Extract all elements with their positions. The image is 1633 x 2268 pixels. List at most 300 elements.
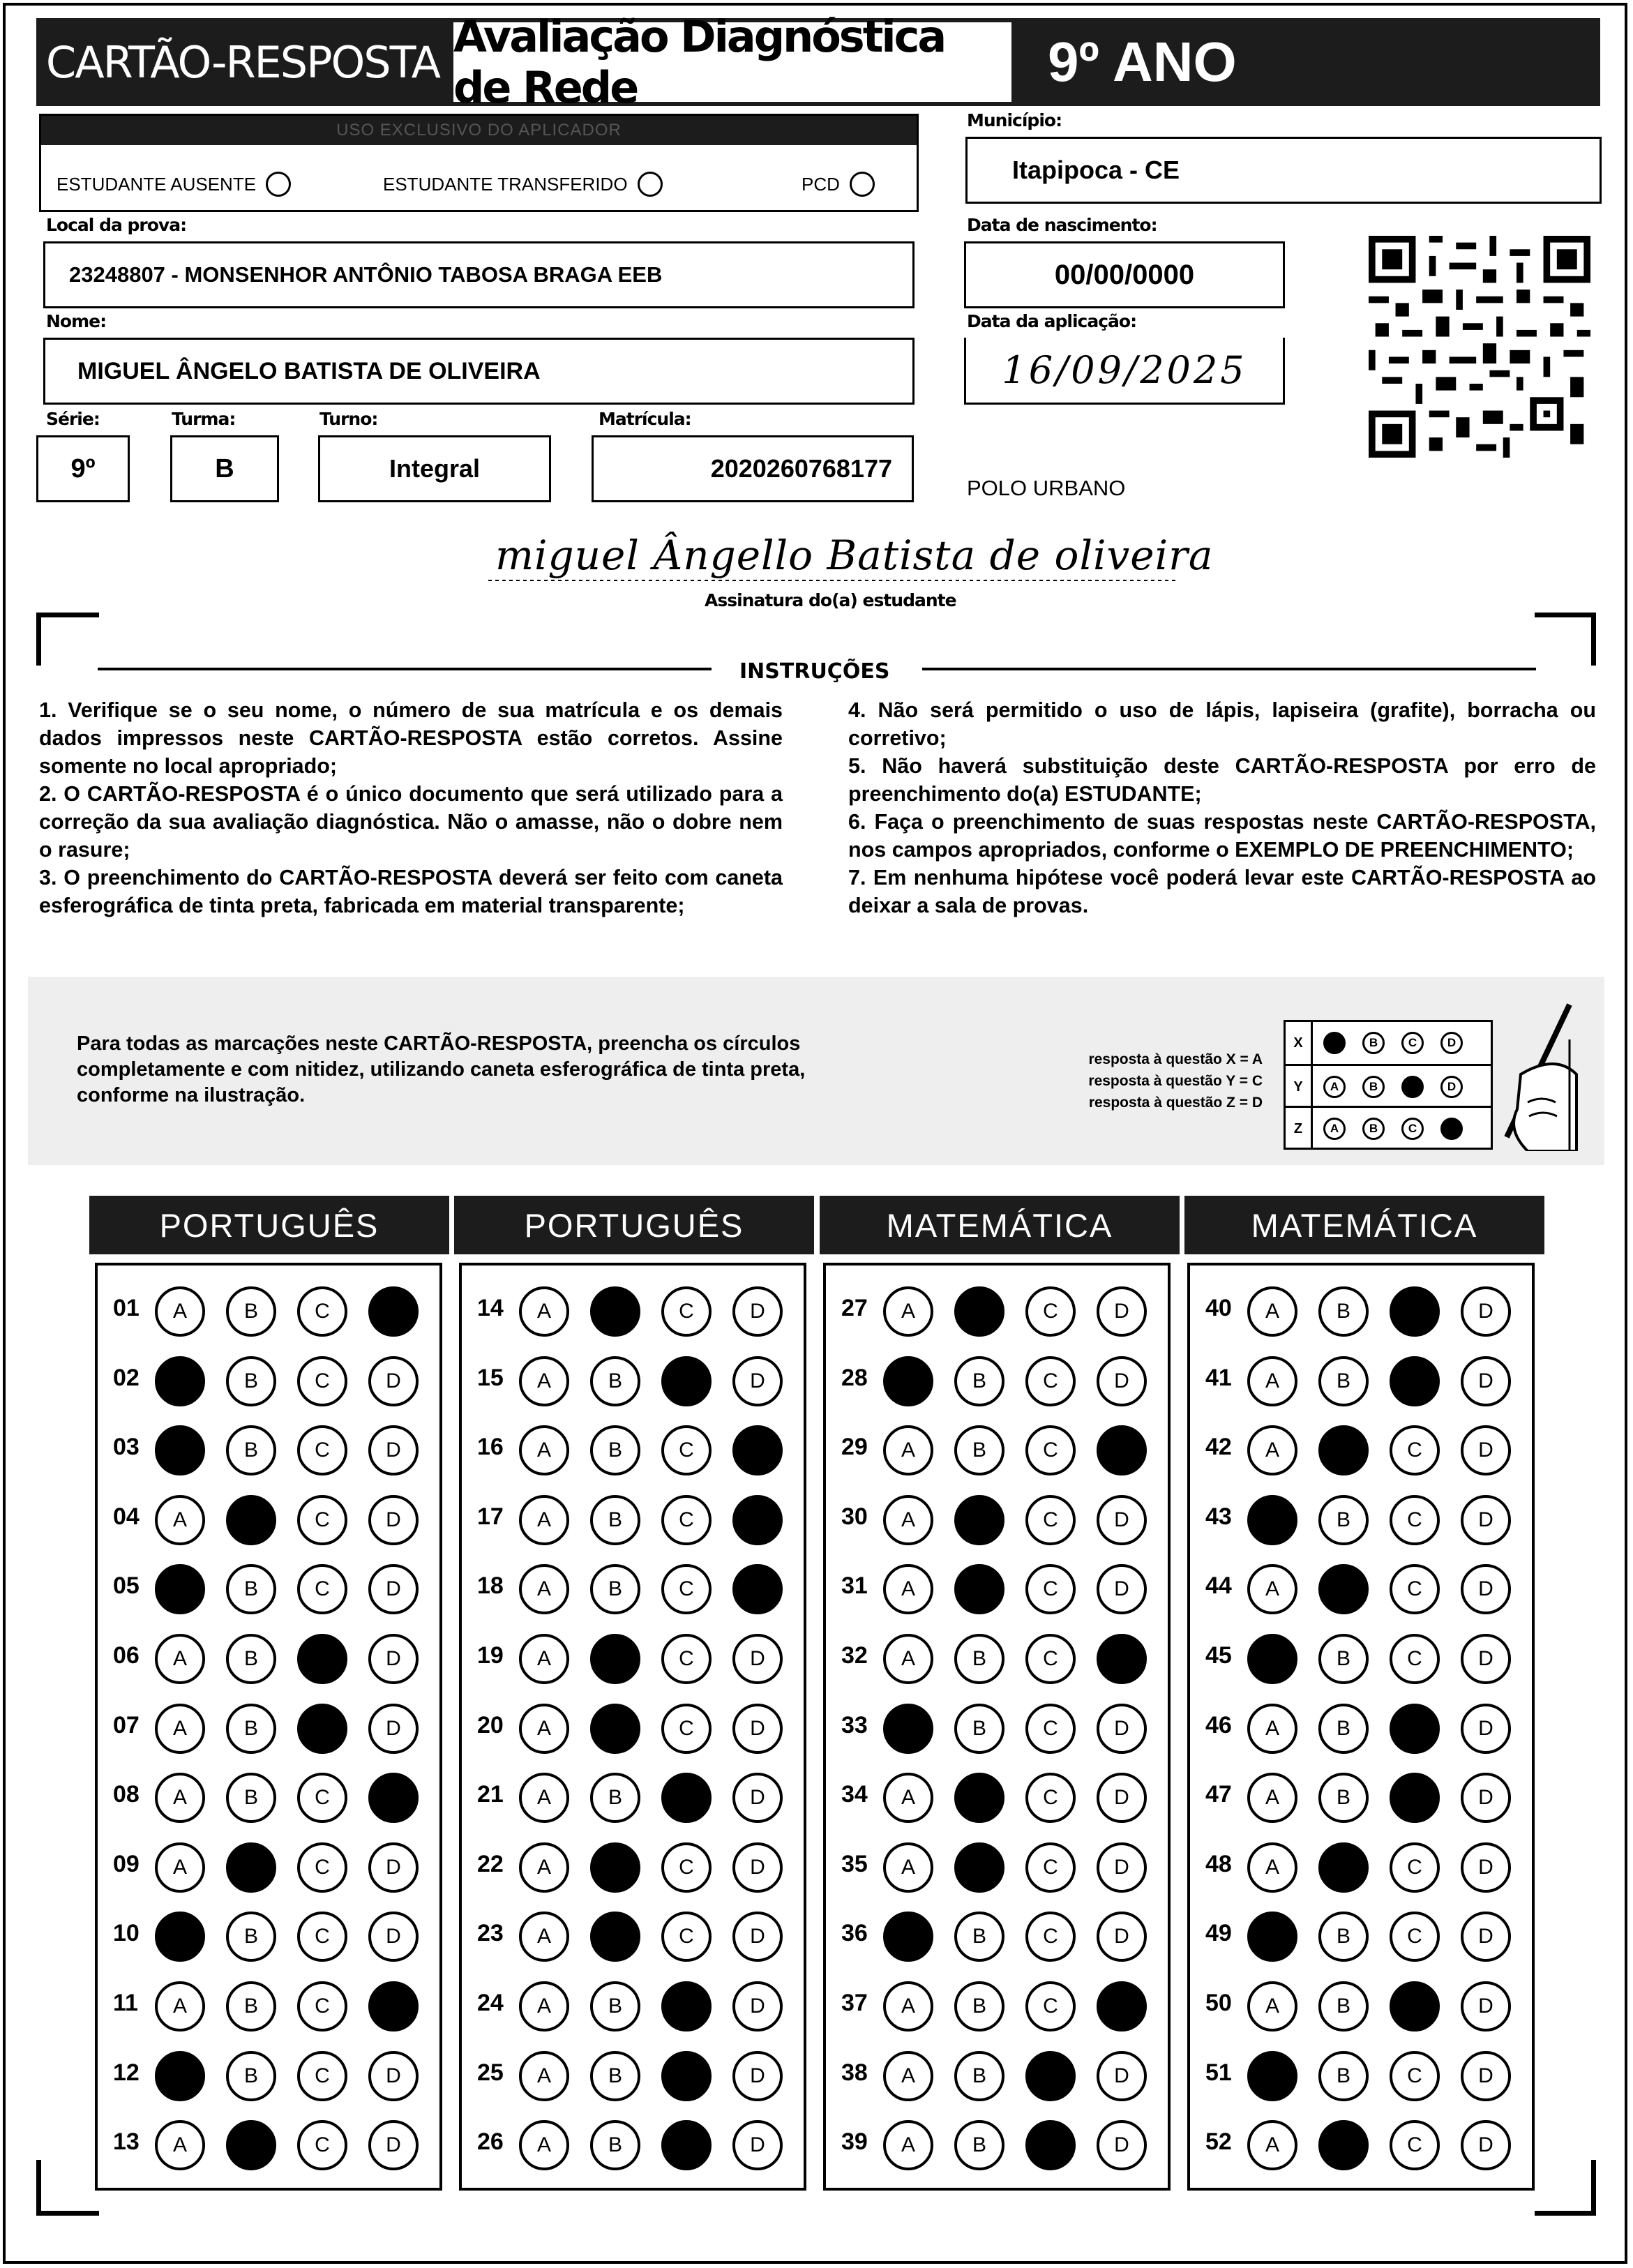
answer-bubble-a[interactable]: A: [1247, 1286, 1297, 1337]
answer-bubble-d[interactable]: D: [1461, 2051, 1511, 2101]
answer-bubble-c[interactable]: C: [661, 2051, 712, 2101]
answer-bubble-d[interactable]: D: [1097, 1773, 1147, 1823]
answer-bubble-b[interactable]: B: [954, 1564, 1004, 1614]
qr-code: [1369, 236, 1590, 458]
example-bubble-a: A: [1323, 1032, 1346, 1054]
corner-bottom-left-h: [36, 2211, 99, 2216]
question-row: [1190, 1489, 1532, 1545]
signature[interactable]: [488, 516, 1214, 593]
serie-label: Série:: [46, 409, 100, 429]
transferred-label: ESTUDANTE TRANSFERIDO: [383, 173, 628, 195]
answer-bubble-a[interactable]: A: [155, 1425, 205, 1475]
answer-bubble-c[interactable]: C: [1390, 1704, 1440, 1754]
answer-bubble-a[interactable]: A: [883, 1564, 933, 1614]
question-number: 49: [1205, 1920, 1232, 1947]
answer-bubble-b[interactable]: B: [226, 1634, 276, 1684]
answer-bubble-a[interactable]: A: [883, 1981, 933, 2032]
answer-bubble-c[interactable]: C: [1390, 1356, 1440, 1406]
answer-bubble-d[interactable]: D: [368, 1981, 419, 2032]
answer-bubble-d[interactable]: D: [368, 1634, 419, 1684]
corner-top-right-h: [1535, 613, 1596, 617]
answer-bubble-d[interactable]: D: [1097, 1425, 1147, 1475]
answer-bubble-a[interactable]: A: [155, 1842, 205, 1893]
answer-bubble-a[interactable]: A: [883, 1634, 933, 1684]
answer-bubble-b[interactable]: B: [954, 2120, 1004, 2170]
question-number: 50: [1205, 1990, 1232, 2016]
answer-bubble-d[interactable]: D: [1097, 1564, 1147, 1614]
question-number: 24: [477, 1990, 504, 2016]
answer-bubble-d[interactable]: D: [1461, 1773, 1511, 1823]
answer-bubble-d[interactable]: D: [368, 1356, 419, 1406]
answer-bubble-a[interactable]: A: [519, 1356, 569, 1406]
answer-bubble-a[interactable]: A: [1247, 2120, 1297, 2170]
answer-bubble-a[interactable]: A: [155, 1981, 205, 2032]
answer-bubble-a[interactable]: A: [1247, 1564, 1297, 1614]
answer-bubble-c[interactable]: C: [1390, 1634, 1440, 1684]
answer-bubble-d[interactable]: D: [732, 1495, 783, 1545]
answer-bubble-c[interactable]: C: [1025, 1564, 1076, 1614]
question-number: 08: [113, 1781, 140, 1808]
signature-label: Assinatura do(a) estudante: [705, 590, 956, 610]
answer-bubble-c[interactable]: C: [661, 1842, 712, 1893]
answer-bubble-a[interactable]: A: [883, 2051, 933, 2101]
answer-bubble-c[interactable]: C: [1025, 1842, 1076, 1893]
question-number: 11: [113, 1990, 138, 2016]
answer-bubble-a[interactable]: A: [155, 1912, 205, 1962]
answer-bubble-c[interactable]: C: [1025, 1773, 1076, 1823]
answer-bubble-b[interactable]: B: [1318, 1634, 1369, 1684]
answer-bubble-c[interactable]: C: [297, 1286, 347, 1337]
answer-bubble-a[interactable]: A: [519, 1912, 569, 1962]
answer-bubble-b[interactable]: B: [954, 2051, 1004, 2101]
answer-bubble-b[interactable]: B: [590, 1842, 640, 1893]
answer-bubble-b[interactable]: B: [226, 2120, 276, 2170]
answer-bubble-a[interactable]: A: [155, 1356, 205, 1406]
instruction-2: 2. O CARTÃO-RESPOSTA é o único documento que será utilizado para a correção da sua avaliação diagnóstica. Não o amasse, não o dobre nem o rasure;: [39, 782, 783, 862]
answer-bubble-d[interactable]: D: [368, 1704, 419, 1754]
answer-bubble-a[interactable]: A: [883, 1495, 933, 1545]
answer-bubble-c[interactable]: C: [297, 1356, 347, 1406]
question-number: 23: [477, 1920, 504, 1947]
answer-bubble-a[interactable]: A: [883, 1773, 933, 1823]
question-row: [98, 1281, 439, 1337]
answer-bubble-d[interactable]: D: [732, 1286, 783, 1337]
question-number: 17: [477, 1503, 504, 1530]
answer-bubble-c[interactable]: C: [661, 1425, 712, 1475]
answer-bubble-d[interactable]: D: [1461, 1564, 1511, 1614]
answer-bubble-c[interactable]: C: [1025, 2051, 1076, 2101]
answer-bubble-d[interactable]: D: [732, 1634, 783, 1684]
answer-bubble-b[interactable]: B: [226, 1773, 276, 1823]
question-number: 51: [1205, 2059, 1232, 2086]
answer-bubble-d[interactable]: D: [732, 1773, 783, 1823]
question-row: [462, 2045, 804, 2101]
answer-bubble-d[interactable]: D: [368, 1495, 419, 1545]
answer-bubble-b[interactable]: B: [590, 1912, 640, 1962]
question-row: [1190, 1628, 1532, 1684]
answer-bubble-d[interactable]: D: [732, 1356, 783, 1406]
answer-bubble-c[interactable]: C: [1390, 1981, 1440, 2032]
answer-bubble-d[interactable]: D: [1097, 1286, 1147, 1337]
question-number: 27: [841, 1295, 868, 1321]
answer-bubble-d[interactable]: D: [1097, 1842, 1147, 1893]
hand-pen-icon: [1479, 998, 1583, 1151]
answer-bubble-a[interactable]: A: [519, 2051, 569, 2101]
answer-bubble-a[interactable]: A: [519, 1425, 569, 1475]
answer-bubble-b[interactable]: B: [954, 1704, 1004, 1754]
answer-bubble-c[interactable]: C: [1390, 1912, 1440, 1962]
question-number: 16: [477, 1434, 504, 1461]
answer-bubble-c[interactable]: C: [1025, 1286, 1076, 1337]
answer-bubble-b[interactable]: B: [226, 1425, 276, 1475]
question-number: 07: [113, 1711, 140, 1738]
answer-bubble-d[interactable]: D: [368, 1425, 419, 1475]
question-row: [462, 1281, 804, 1337]
answer-bubble-d[interactable]: D: [1461, 1842, 1511, 1893]
answer-bubble-b[interactable]: B: [226, 1981, 276, 2032]
answer-bubble-b[interactable]: B: [226, 1842, 276, 1893]
answer-bubble-d[interactable]: D: [732, 1704, 783, 1754]
answer-bubble-b[interactable]: B: [1318, 1564, 1369, 1614]
answer-bubble-c[interactable]: C: [1390, 1773, 1440, 1823]
answer-bubble-c[interactable]: C: [1390, 1842, 1440, 1893]
question-number: 01: [113, 1295, 140, 1321]
question-row: [826, 1837, 1168, 1893]
answer-bubble-a[interactable]: A: [883, 1425, 933, 1475]
answer-bubble-b[interactable]: B: [954, 1425, 1004, 1475]
answer-bubble-b[interactable]: B: [1318, 2051, 1369, 2101]
answer-bubble-c[interactable]: C: [1025, 1981, 1076, 2032]
answer-bubble-c[interactable]: C: [297, 1634, 347, 1684]
answer-bubble-c[interactable]: C: [661, 1912, 712, 1962]
answer-bubble-a[interactable]: A: [883, 1842, 933, 1893]
question-row: [826, 1559, 1168, 1614]
answer-bubble-d[interactable]: D: [1097, 1981, 1147, 2032]
question-number: 15: [477, 1364, 504, 1391]
answer-bubble-a[interactable]: A: [519, 1773, 569, 1823]
question-row: [1190, 1976, 1532, 2032]
answer-bubble-a[interactable]: A: [155, 1564, 205, 1614]
answer-bubble-c[interactable]: C: [661, 1356, 712, 1406]
answer-bubble-c[interactable]: C: [661, 1286, 712, 1337]
answer-bubble-b[interactable]: B: [226, 1564, 276, 1614]
answer-bubble-a[interactable]: A: [519, 1634, 569, 1684]
answer-bubble-b[interactable]: B: [954, 1356, 1004, 1406]
answer-panel-2: [459, 1263, 806, 2191]
answer-bubble-d[interactable]: D: [368, 1564, 419, 1614]
answer-bubble-b[interactable]: B: [590, 1564, 640, 1614]
answer-bubble-d[interactable]: D: [368, 1286, 419, 1337]
question-row: [1190, 1837, 1532, 1893]
answer-bubble-d[interactable]: D: [1461, 1634, 1511, 1684]
question-row: [98, 1420, 439, 1475]
answer-bubble-d[interactable]: D: [1461, 1981, 1511, 2032]
answer-bubble-d[interactable]: D: [732, 1564, 783, 1614]
answer-bubble-a[interactable]: A: [519, 1981, 569, 2032]
answer-bubble-b[interactable]: B: [590, 1704, 640, 1754]
answer-bubble-c[interactable]: C: [1025, 1356, 1076, 1406]
question-row: [98, 2115, 439, 2170]
answer-bubble-d[interactable]: D: [368, 1773, 419, 1823]
answer-bubble-c[interactable]: C: [661, 1495, 712, 1545]
answer-bubble-c[interactable]: C: [661, 1564, 712, 1614]
answer-bubble-c[interactable]: C: [1025, 1634, 1076, 1684]
answer-bubble-c[interactable]: C: [1025, 1912, 1076, 1962]
transferred-option[interactable]: [383, 172, 663, 197]
question-number: 10: [113, 1920, 140, 1947]
answer-bubble-b[interactable]: B: [954, 1773, 1004, 1823]
answer-bubble-a[interactable]: A: [1247, 1981, 1297, 2032]
answer-bubble-c[interactable]: C: [661, 2120, 712, 2170]
answer-bubble-a[interactable]: A: [883, 1286, 933, 1337]
answer-bubble-c[interactable]: C: [297, 1564, 347, 1614]
question-number: 21: [477, 1781, 504, 1808]
local-label: Local da prova:: [46, 215, 187, 235]
answer-bubble-a[interactable]: A: [155, 2120, 205, 2170]
question-row: [462, 1628, 804, 1684]
answer-bubble-a[interactable]: A: [519, 1842, 569, 1893]
instructions-title: INSTRUÇÕES: [739, 659, 890, 684]
answer-bubble-d[interactable]: D: [1097, 2120, 1147, 2170]
answer-panel-3: [823, 1263, 1171, 2191]
answer-bubble-a[interactable]: A: [519, 1495, 569, 1545]
answer-bubble-a[interactable]: A: [519, 1704, 569, 1754]
answer-bubble-b[interactable]: B: [1318, 1286, 1369, 1337]
instruction-7: 7. Em nenhuma hipótese você poderá levar este CARTÃO-RESPOSTA ao deixar a sala de provas.: [848, 866, 1596, 917]
answer-bubble-c[interactable]: C: [297, 2051, 347, 2101]
turma-field: B: [170, 435, 279, 502]
answer-bubble-d[interactable]: D: [368, 2051, 419, 2101]
answer-bubble-a[interactable]: A: [1247, 2051, 1297, 2101]
answer-bubble-b[interactable]: B: [954, 1495, 1004, 1545]
answer-bubble-b[interactable]: B: [1318, 1912, 1369, 1962]
question-row: [462, 1976, 804, 2032]
answer-bubble-b[interactable]: B: [1318, 1704, 1369, 1754]
answer-bubble-b[interactable]: B: [590, 1425, 640, 1475]
answer-bubble-a[interactable]: A: [519, 2120, 569, 2170]
answer-bubble-a[interactable]: A: [519, 1286, 569, 1337]
answer-bubble-b[interactable]: B: [1318, 2120, 1369, 2170]
answer-bubble-d[interactable]: D: [1461, 1704, 1511, 1754]
answer-bubble-c[interactable]: C: [1390, 1495, 1440, 1545]
answer-bubble-a[interactable]: A: [155, 1495, 205, 1545]
answer-bubble-b[interactable]: B: [590, 1634, 640, 1684]
answer-bubble-c[interactable]: C: [297, 1495, 347, 1545]
corner-top-left-h: [36, 613, 99, 617]
answer-bubble-b[interactable]: B: [590, 1286, 640, 1337]
answer-bubble-c[interactable]: C: [297, 1842, 347, 1893]
answer-bubble-a[interactable]: A: [155, 1634, 205, 1684]
question-row: [98, 1628, 439, 1684]
turno-field: Integral: [318, 435, 551, 502]
answer-bubble-d[interactable]: D: [732, 1981, 783, 2032]
question-number: 22: [477, 1850, 504, 1877]
answer-bubble-c[interactable]: C: [1390, 2051, 1440, 2101]
corner-bottom-right-h: [1535, 2211, 1596, 2216]
answer-bubble-b[interactable]: B: [954, 1842, 1004, 1893]
transferred-circle[interactable]: [638, 172, 663, 197]
answer-bubble-d[interactable]: D: [732, 2051, 783, 2101]
answer-bubble-a[interactable]: A: [1247, 1356, 1297, 1406]
question-number: 18: [477, 1572, 504, 1600]
answer-bubble-b[interactable]: B: [1318, 1495, 1369, 1545]
local-field: 23248807 - MONSENHOR ANTÔNIO TABOSA BRAGA EEB: [43, 241, 915, 308]
question-number: 04: [113, 1503, 140, 1530]
answer-bubble-b[interactable]: B: [1318, 1356, 1369, 1406]
instruction-4: 4. Não será permitido o uso de lápis, lapiseira (grafite), borracha ou corretivo;: [848, 698, 1596, 750]
question-row: [1190, 2115, 1532, 2170]
answer-bubble-b[interactable]: B: [226, 2051, 276, 2101]
answer-bubble-c[interactable]: C: [297, 1704, 347, 1754]
answer-bubble-b[interactable]: B: [1318, 1773, 1369, 1823]
answer-bubble-a[interactable]: A: [1247, 1912, 1297, 1962]
question-row: [826, 1281, 1168, 1337]
answer-bubble-b[interactable]: B: [954, 1634, 1004, 1684]
answer-bubble-a[interactable]: A: [1247, 1773, 1297, 1823]
question-row: [826, 1420, 1168, 1475]
question-number: 47: [1205, 1781, 1232, 1808]
question-number: 43: [1205, 1503, 1232, 1530]
answer-bubble-b[interactable]: B: [1318, 1842, 1369, 1893]
answer-bubble-c[interactable]: C: [297, 1425, 347, 1475]
question-number: 19: [477, 1642, 504, 1669]
answer-bubble-b[interactable]: B: [226, 1495, 276, 1545]
answer-bubble-a[interactable]: A: [1247, 1495, 1297, 1545]
answer-bubble-a[interactable]: A: [155, 1704, 205, 1754]
answer-bubble-a[interactable]: A: [883, 2120, 933, 2170]
answer-bubble-c[interactable]: C: [297, 1912, 347, 1962]
answer-bubble-d[interactable]: D: [732, 2120, 783, 2170]
answer-bubble-a[interactable]: A: [1247, 1634, 1297, 1684]
instruction-6: 6. Faça o preenchimento de suas respostas neste CARTÃO-RESPOSTA, nos campos apropriados, conforme o EXEMPLO DE PREENCHIMENTO;: [848, 810, 1596, 862]
answer-bubble-c[interactable]: C: [297, 2120, 347, 2170]
answer-bubble-d[interactable]: D: [1461, 2120, 1511, 2170]
answer-bubble-d[interactable]: D: [1461, 1425, 1511, 1475]
question-row: [826, 1698, 1168, 1754]
answer-bubble-b[interactable]: B: [954, 1912, 1004, 1962]
answer-bubble-d[interactable]: D: [368, 1912, 419, 1962]
answer-bubble-d[interactable]: D: [1097, 1634, 1147, 1684]
question-number: 30: [841, 1503, 868, 1530]
question-row: [1190, 2045, 1532, 2101]
corner-top-right: [1591, 613, 1596, 666]
answer-bubble-c[interactable]: C: [1390, 2120, 1440, 2170]
question-number: 46: [1205, 1711, 1232, 1738]
polo-label: POLO URBANO: [967, 476, 1126, 500]
answer-bubble-d[interactable]: D: [368, 2120, 419, 2170]
application-date-field[interactable]: 16/09/2025: [964, 338, 1285, 405]
answer-bubble-b[interactable]: B: [226, 1704, 276, 1754]
answer-bubble-c[interactable]: C: [1390, 1425, 1440, 1475]
answer-bubble-d[interactable]: D: [1097, 1495, 1147, 1545]
grade-title: 9º ANO: [1016, 18, 1600, 106]
answer-bubble-d[interactable]: D: [1097, 2051, 1147, 2101]
answer-bubble-a[interactable]: A: [519, 1564, 569, 1614]
answer-bubble-d[interactable]: D: [732, 1912, 783, 1962]
answer-bubble-c[interactable]: C: [1025, 2120, 1076, 2170]
question-number: 32: [841, 1642, 868, 1669]
answer-bubble-b[interactable]: B: [226, 1356, 276, 1406]
question-row: [462, 1559, 804, 1614]
answer-bubble-c[interactable]: C: [1390, 1564, 1440, 1614]
instruction-5: 5. Não haverá substituição deste CARTÃO-RESPOSTA por erro de preenchimento do(a) ESTUDANTE;: [848, 754, 1596, 806]
answer-bubble-b[interactable]: B: [954, 1981, 1004, 2032]
pcd-circle[interactable]: [850, 172, 875, 197]
answer-bubble-a[interactable]: A: [1247, 1842, 1297, 1893]
absent-option[interactable]: [57, 172, 291, 197]
answer-bubble-c[interactable]: C: [661, 1981, 712, 2032]
answer-bubble-c[interactable]: C: [661, 1634, 712, 1684]
answer-bubble-b[interactable]: B: [590, 1773, 640, 1823]
answer-bubble-d[interactable]: D: [732, 1425, 783, 1475]
answer-bubble-a[interactable]: A: [883, 1704, 933, 1754]
answer-bubble-c[interactable]: C: [661, 1704, 712, 1754]
question-number: 52: [1205, 2128, 1232, 2156]
question-row: [826, 2045, 1168, 2101]
answer-bubble-d[interactable]: D: [1461, 1356, 1511, 1406]
answer-bubble-c[interactable]: C: [1390, 1286, 1440, 1337]
answer-bubble-b[interactable]: B: [1318, 1981, 1369, 2032]
answer-bubble-d[interactable]: D: [1097, 1704, 1147, 1754]
answer-bubble-c[interactable]: C: [661, 1773, 712, 1823]
answer-bubble-b[interactable]: B: [1318, 1425, 1369, 1475]
example-row: [1286, 1064, 1491, 1108]
absent-circle[interactable]: [266, 172, 291, 197]
answer-bubble-c[interactable]: C: [1025, 1704, 1076, 1754]
name-label: Nome:: [46, 311, 107, 331]
answer-bubble-c[interactable]: C: [297, 1773, 347, 1823]
answer-bubble-a[interactable]: A: [1247, 1425, 1297, 1475]
question-number: 28: [841, 1364, 868, 1391]
answer-bubble-c[interactable]: C: [297, 1981, 347, 2032]
example-bubble-d: D: [1440, 1032, 1463, 1054]
answer-bubble-b[interactable]: B: [226, 1912, 276, 1962]
answer-panel-4: [1187, 1263, 1535, 2191]
answer-bubble-d[interactable]: D: [1461, 1912, 1511, 1962]
answer-bubble-b[interactable]: B: [226, 1286, 276, 1337]
answer-bubble-a[interactable]: A: [155, 1773, 205, 1823]
answer-bubble-b[interactable]: B: [954, 1286, 1004, 1337]
answer-bubble-d[interactable]: D: [1097, 1912, 1147, 1962]
answer-bubble-a[interactable]: A: [883, 1912, 933, 1962]
answer-bubble-b[interactable]: B: [590, 2051, 640, 2101]
answer-bubble-b[interactable]: B: [590, 1356, 640, 1406]
answer-panel-1: [95, 1263, 442, 2191]
answer-bubble-a[interactable]: A: [1247, 1704, 1297, 1754]
answer-bubble-a[interactable]: A: [155, 2051, 205, 2101]
answer-bubble-d[interactable]: D: [1097, 1356, 1147, 1406]
answer-bubble-b[interactable]: B: [590, 2120, 640, 2170]
answer-bubble-a[interactable]: A: [883, 1356, 933, 1406]
question-row: [98, 1698, 439, 1754]
matricula-label: Matrícula:: [599, 409, 691, 429]
answer-bubble-b[interactable]: B: [590, 1981, 640, 2032]
answer-bubble-a[interactable]: A: [155, 1286, 205, 1337]
subject-header-3: MATEMÁTICA: [820, 1196, 1180, 1254]
answer-bubble-c[interactable]: C: [1025, 1495, 1076, 1545]
answer-bubble-b[interactable]: B: [590, 1495, 640, 1545]
pcd-option[interactable]: [802, 172, 875, 197]
example-legend: [1032, 1049, 1263, 1113]
municipio-field: Itapipoca - CE: [965, 137, 1602, 204]
answer-bubble-d[interactable]: D: [1461, 1286, 1511, 1337]
question-row: [462, 1698, 804, 1754]
answer-bubble-c[interactable]: C: [1025, 1425, 1076, 1475]
answer-bubble-d[interactable]: D: [368, 1842, 419, 1893]
answer-bubble-d[interactable]: D: [1461, 1495, 1511, 1545]
example-bubble-b: B: [1362, 1032, 1385, 1054]
answer-bubble-d[interactable]: D: [732, 1842, 783, 1893]
